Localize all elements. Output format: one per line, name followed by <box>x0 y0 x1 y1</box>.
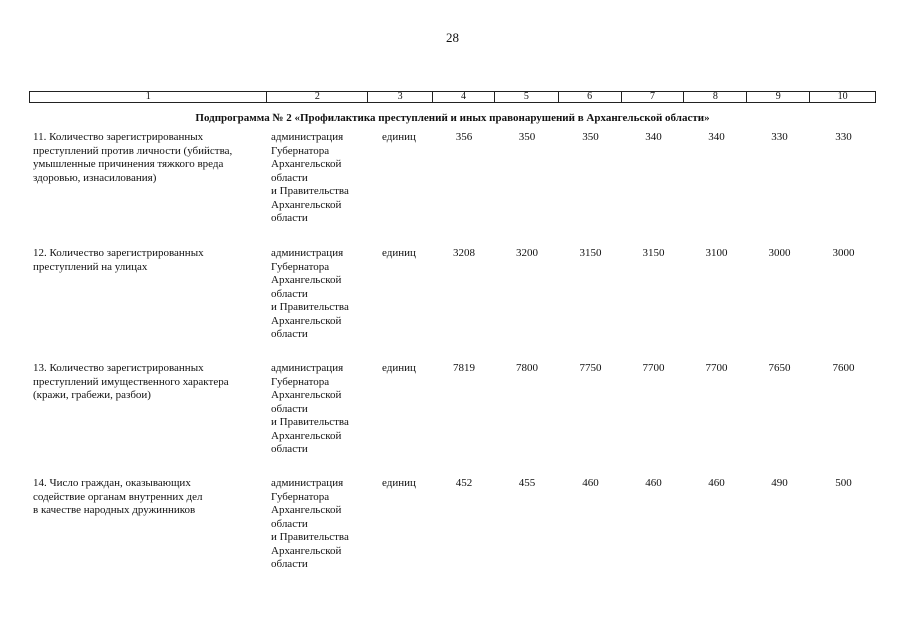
responsible-agency-line: и Правительства <box>271 416 349 428</box>
table-header-row <box>29 91 876 103</box>
indicator-name-line: в качестве народных дружинников <box>33 504 196 516</box>
unit-of-measure: единиц <box>382 477 416 489</box>
indicator-name <box>29 131 267 226</box>
header-cell-4: 4 <box>433 92 495 102</box>
value-col-10: 7600 <box>832 362 855 374</box>
responsible-agency-line: и Правительства <box>271 301 349 313</box>
indicator-name <box>29 247 267 342</box>
responsible-agency-line: Губернатора <box>271 375 330 388</box>
indicator-name-line: умышленные причинения тяжкого вреда <box>33 158 224 170</box>
value-col-9: 490 <box>771 477 788 489</box>
responsible-agency-line: администрация <box>271 131 344 143</box>
value-col-6: 350 <box>582 131 599 143</box>
indicator-name-line: содействие органам внутренних дел <box>33 490 203 503</box>
value-col-7: 7700 <box>642 362 665 374</box>
responsible-agency-line: Губернатора <box>271 260 330 273</box>
value-col-10: 330 <box>835 131 852 143</box>
indicator-name-line: преступлений против личности (убийства, <box>33 144 233 157</box>
table-row <box>29 477 876 572</box>
responsible-agency-line: Архангельской <box>271 389 342 401</box>
indicator-name-line: 14. Число граждан, оказывающих <box>33 477 191 489</box>
table-row <box>29 362 876 457</box>
header-cell-6: 6 <box>559 92 622 102</box>
responsible-agency-line: и Правительства <box>271 185 349 197</box>
responsible-agency-line: Архангельской <box>271 158 342 170</box>
header-cell-8: 8 <box>684 92 747 102</box>
unit-of-measure: единиц <box>382 247 416 259</box>
header-cell-3: 3 <box>368 92 433 102</box>
responsible-agency-line: Архангельской <box>271 274 342 286</box>
value-col-10: 3000 <box>832 247 855 259</box>
header-cell-1: 1 <box>30 92 267 102</box>
value-col-9: 3000 <box>768 247 791 259</box>
value-col-9: 7650 <box>768 362 791 374</box>
indicator-name-line: 13. Количество зарегистрированных <box>33 362 204 374</box>
value-col-10: 500 <box>835 477 852 489</box>
value-col-7: 3150 <box>642 247 665 259</box>
indicator-name <box>29 477 267 572</box>
responsible-agency-line: области <box>271 171 308 184</box>
responsible-agency <box>267 477 368 572</box>
responsible-agency-line: администрация <box>271 477 344 489</box>
value-col-4: 7819 <box>453 362 475 374</box>
indicator-name-line: преступлений имущественного характера <box>33 375 229 388</box>
responsible-agency-line: области <box>271 402 308 415</box>
indicator-name-line: (кражи, грабежи, разбои) <box>33 389 151 401</box>
page-number: 28 <box>446 30 459 45</box>
responsible-agency-line: области <box>271 287 308 300</box>
responsible-agency <box>267 247 368 342</box>
header-cell-9: 9 <box>747 92 810 102</box>
value-col-8: 460 <box>708 477 725 489</box>
responsible-agency-line: области <box>271 443 308 455</box>
indicator-name-line: преступлений на улицах <box>33 260 148 273</box>
header-cell-5: 5 <box>495 92 559 102</box>
value-col-6: 460 <box>582 477 599 489</box>
value-col-8: 3100 <box>705 247 728 259</box>
responsible-agency-line: области <box>271 328 308 340</box>
responsible-agency-line: области <box>271 212 308 224</box>
responsible-agency-line: Губернатора <box>271 144 330 157</box>
value-col-4: 452 <box>455 477 473 489</box>
unit-of-measure: единиц <box>382 131 416 143</box>
value-col-6: 3150 <box>579 247 602 259</box>
header-cell-10: 10 <box>837 91 848 102</box>
responsible-agency-line: Архангельской <box>271 429 342 442</box>
value-col-4: 3208 <box>453 247 475 259</box>
responsible-agency-line: Архангельской <box>271 314 342 327</box>
responsible-agency-line: Губернатора <box>271 490 330 503</box>
value-col-8: 7700 <box>705 362 728 374</box>
responsible-agency <box>267 362 368 457</box>
value-col-5: 350 <box>518 131 536 143</box>
value-col-5: 455 <box>518 477 536 489</box>
indicator-name-line: 11. Количество зарегистрированных <box>33 131 204 143</box>
value-col-5: 3200 <box>516 247 538 259</box>
value-col-8: 340 <box>708 131 725 143</box>
value-col-6: 7750 <box>579 362 602 374</box>
header-cell-7: 7 <box>622 92 685 102</box>
responsible-agency-line: Архангельской <box>271 198 342 211</box>
responsible-agency-line: и Правительства <box>271 531 349 543</box>
table-row <box>29 131 876 226</box>
table-row <box>29 247 876 342</box>
value-col-9: 330 <box>771 131 788 143</box>
value-col-5: 7800 <box>516 362 538 374</box>
unit-of-measure: единиц <box>382 362 416 374</box>
subprogram-title: Подпрограмма № 2 «Профилактика преступлений и иных правонарушений в Архангельской области» <box>195 112 710 124</box>
responsible-agency-line: Архангельской <box>271 544 342 557</box>
responsible-agency-line: администрация <box>271 362 344 374</box>
indicator-name-line: здоровью, изнасилования) <box>33 171 157 184</box>
value-col-4: 356 <box>455 131 473 143</box>
responsible-agency-line: области <box>271 517 308 530</box>
header-cell-2: 2 <box>267 92 368 102</box>
indicator-name-line: 12. Количество зарегистрированных <box>33 247 204 259</box>
value-col-7: 460 <box>645 477 662 489</box>
responsible-agency-line: администрация <box>271 247 344 259</box>
responsible-agency-line: Архангельской <box>271 504 342 516</box>
responsible-agency <box>267 131 368 226</box>
responsible-agency-line: области <box>271 558 308 570</box>
indicator-name <box>29 362 267 457</box>
value-col-7: 340 <box>645 131 662 143</box>
